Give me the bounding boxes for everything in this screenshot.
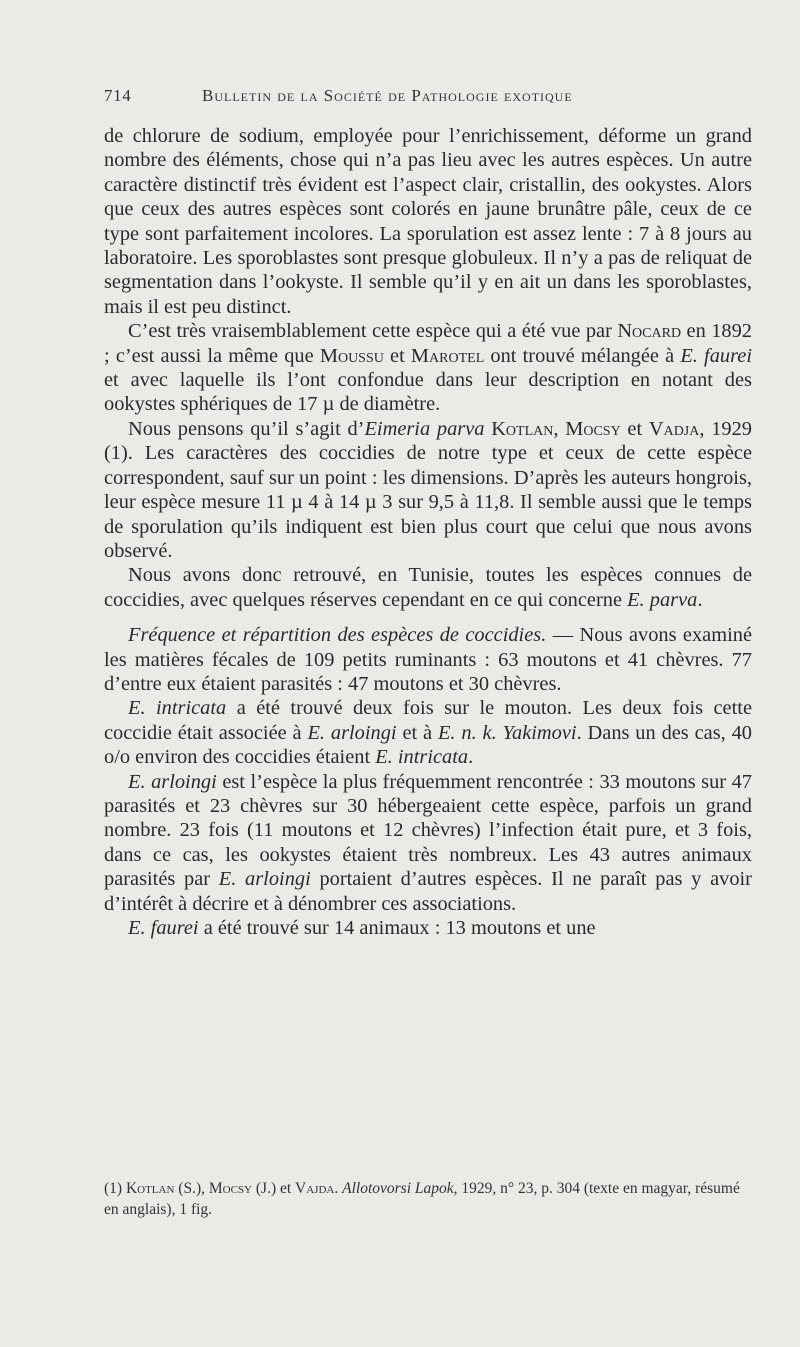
author-name: Mocsy bbox=[565, 417, 621, 440]
author-name: Kotlan bbox=[125, 1180, 175, 1197]
footnote-text: (1) Kotlan (S.), Mocsy (J.) et Vajda. Allotovorsi Lapok, 1929, n° 23, p. 304 (texte en magyar, résumé en anglais), 1 fig. bbox=[104, 1180, 740, 1218]
author-name: Kotlan bbox=[491, 417, 554, 440]
page-number: 714 bbox=[104, 86, 132, 105]
species-name: E. parva bbox=[627, 588, 698, 611]
article-body bbox=[104, 124, 752, 940]
paragraph: E. arloingi est l’espèce la plus fréquemment rencontrée : 33 moutons sur 47 parasités et 23 chèvres sur 30 hébergeaient cette espèce, parfois un grand nombre. 23 fois (11 moutons et 12 chèvres) l’infection était pure, et 3 fois, dans ce cas, les ookystes étaient très nombreux. Les 43 autres animaux parasités par E. arloingi portaient d’autres espèces. Il ne paraît pas y avoir d’intérêt à décrire et à dénombrer ces associations. bbox=[104, 770, 752, 915]
species-name: E. faurei bbox=[128, 917, 199, 939]
footnote bbox=[104, 1178, 754, 1220]
species-name: E. n. k. Yakimovi bbox=[437, 721, 577, 744]
species-name: E. arloingi bbox=[307, 721, 397, 744]
author-name: Marotel bbox=[410, 344, 485, 367]
paragraph: E. faurei a été trouvé sur 14 animaux : 13 moutons et une bbox=[128, 917, 596, 939]
paragraph: Nous avons donc retrouvé, en Tunisie, toutes les espèces connues de coccidies, avec quelques réserves cependant en ce qui concerne E. parva. bbox=[104, 564, 752, 611]
author-name: Mocsy bbox=[208, 1180, 252, 1197]
section-paragraph: Fréquence et répartition des espèces de coccidies. — Nous avons examiné les matières fécales de 109 petits ruminants : 63 moutons et 41 chèvres. 77 d’entre eux étaient parasités : 47 moutons et 30 chèvres. bbox=[104, 624, 752, 695]
section-title: Fréquence et répartition des espèces de coccidies. bbox=[128, 624, 547, 647]
paragraph: C’est très vraisemblablement cette espèce qui a été vue par Nocard en 1892 ; c’est aussi la même que Moussu et Marotel ont trouvé mélangée à E. faurei et avec laquelle ils l’ont confondue dans leur description en notant des ookystes sphériques de 17 µ de diamètre. bbox=[104, 320, 752, 416]
author-name: Vajda bbox=[295, 1180, 335, 1197]
species-name: E. arloingi bbox=[218, 868, 311, 891]
author-name: Moussu bbox=[319, 344, 384, 367]
journal-title: Allotovorsi Lapok, bbox=[342, 1180, 458, 1197]
species-name: E. intricata bbox=[375, 746, 469, 769]
author-name: Vadja bbox=[648, 417, 700, 440]
species-name: E. arloingi bbox=[128, 770, 217, 793]
species-name: Eimeria parva bbox=[364, 417, 485, 440]
species-name: E. intricata bbox=[128, 697, 227, 720]
running-title: Bulletin de la Société de Pathologie exotique bbox=[202, 86, 573, 105]
species-name: E. faurei bbox=[680, 344, 752, 367]
author-name: Nocard bbox=[617, 320, 682, 343]
paragraph: Nous pensons qu’il s’agit d’Eimeria parva Kotlan, Mocsy et Vadja, 1929 (1). Les caractères des coccidies de notre type et ceux de cette espèce correspondent, sauf sur un point : les dimensions. D’après les auteurs hongrois, leur espèce mesure 11 µ 4 à 14 µ 3 sur 9,5 à 11,8. Il semble aussi que le temps de sporulation qu’ils indiquent est bien plus court que celui que nous avons observé. bbox=[104, 417, 752, 562]
paragraph: de chlorure de sodium, employée pour l’enrichissement, déforme un grand nombre des éléments, chose qui n’a pas lieu avec les autres espèces. Un autre caractère distinctif très évident est l’aspect clair, cristallin, des ookystes. Alors que ceux des autres espèces sont colorés en jaune brunâtre pâle, ceux de ce type sont parfaitement incolores. La sporulation est assez lente : 7 à 8 jours au laboratoire. Les sporoblastes sont presque globuleux. Il n’y a pas de reliquat de segmentation dans l’ookyste. Il semble qu’il y en ait un dans les sporoblastes, mais il est peu distinct. bbox=[104, 125, 752, 318]
paragraph: E. intricata a été trouvé deux fois sur le mouton. Les deux fois cette coccidie était associée à E. arloingi et à E. n. k. Yakimovi. Dans un des cas, 40 o/o environ des coccidies étaient E. intricata. bbox=[104, 697, 752, 769]
